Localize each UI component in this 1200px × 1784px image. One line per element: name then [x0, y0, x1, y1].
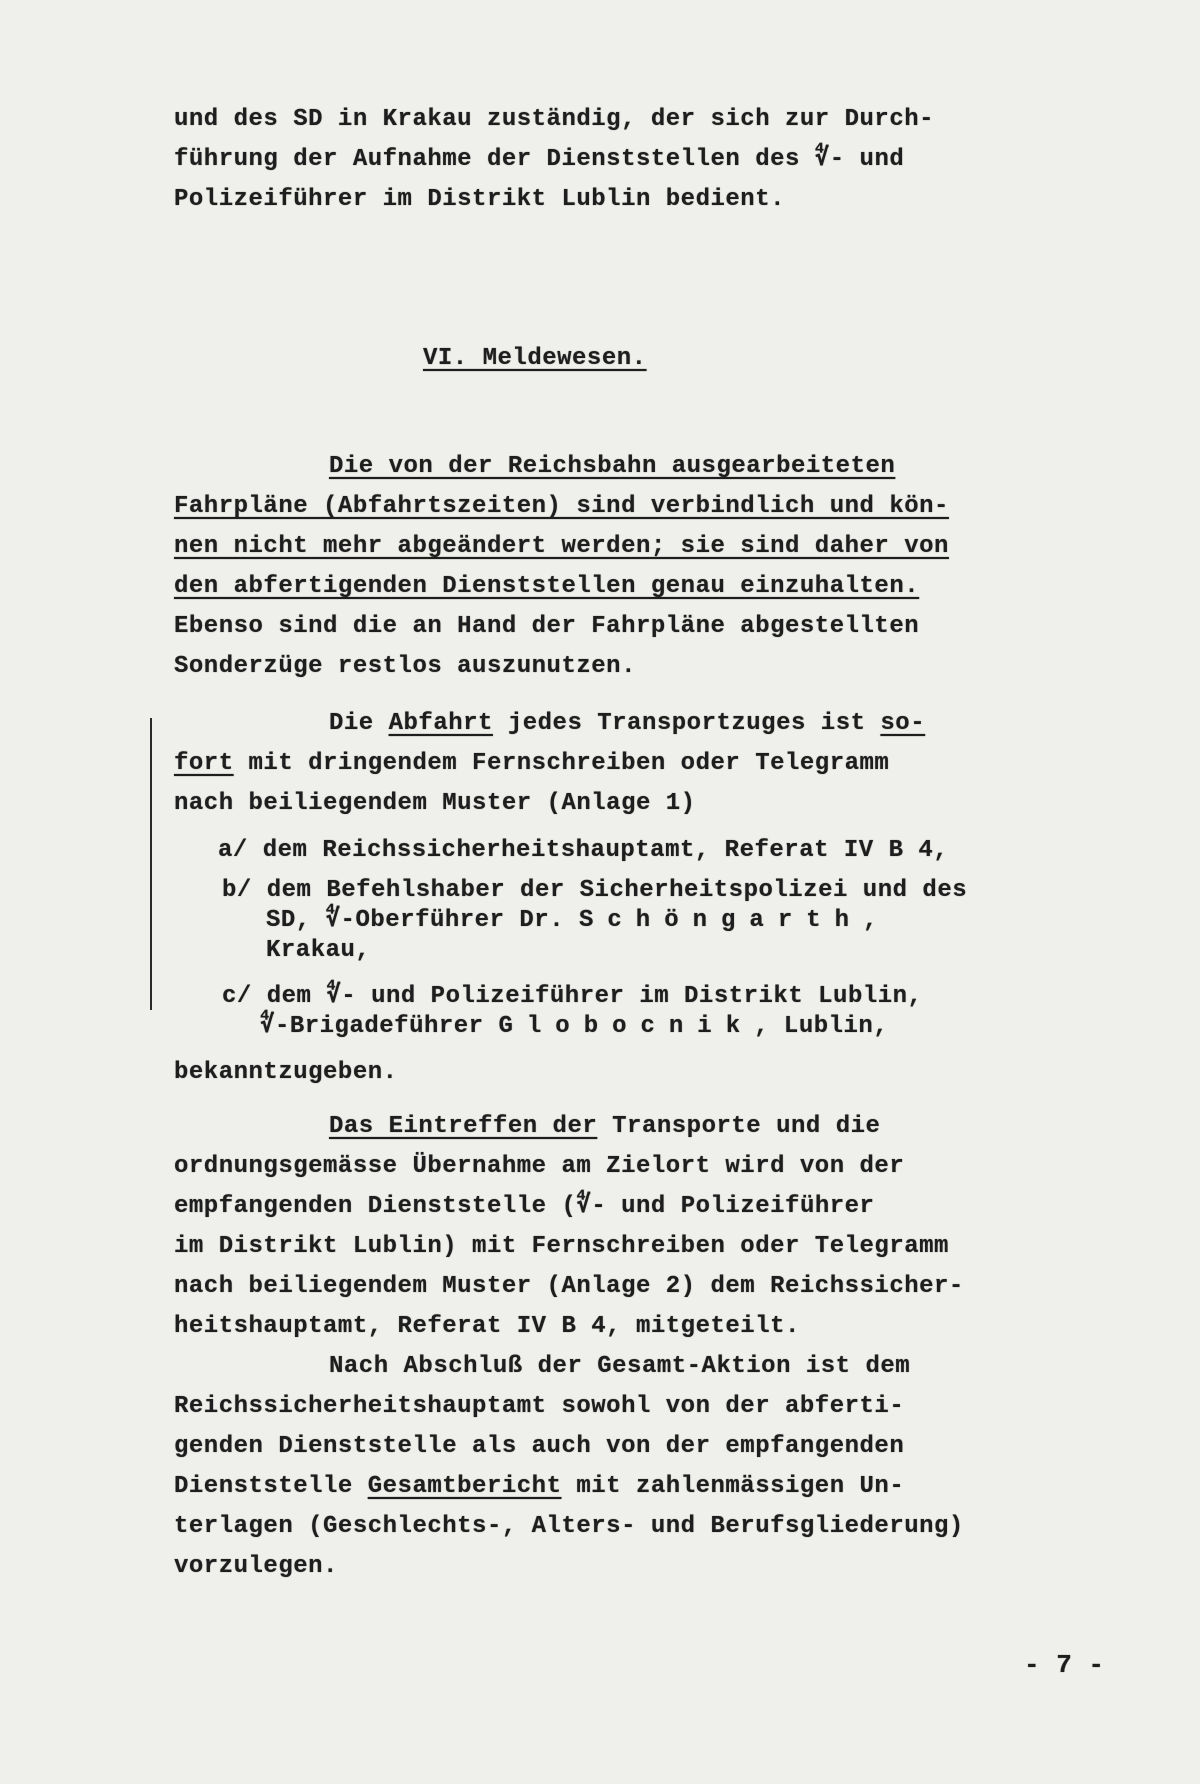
- list-item-b: b/ dem Befehlshaber der Sicherheitspolizei und des: [222, 877, 968, 904]
- spaced-name: Globocnik: [498, 1013, 755, 1040]
- section-heading: VI. Meldewesen.: [423, 345, 647, 372]
- text-run: mit zahlenmässigen Un-: [561, 1473, 905, 1500]
- text-run: Transporte und die: [597, 1113, 881, 1140]
- page-number: - 7 -: [1024, 1650, 1105, 1680]
- body-line: vorzulegen.: [174, 1553, 338, 1580]
- body-line: nach beiliegendem Muster (Anlage 2) dem Reichssicher-: [174, 1273, 964, 1300]
- body-line: Fahrpläne (Abfahrtszeiten) sind verbindlich und kön-: [174, 493, 949, 520]
- body-line: ordnungsgemässe Übernahme am Zielort wird von der: [174, 1153, 905, 1180]
- text-run: jedes Transportzuges ist: [492, 710, 881, 737]
- body-line: nen nicht mehr abgeändert werden; sie sind daher von: [174, 533, 949, 560]
- body-line: den abfertigenden Dienststellen genau einzuhalten.: [174, 573, 920, 600]
- list-item-c-line: [260, 1010, 888, 1044]
- body-line: Ebenso sind die an Hand der Fahrpläne abgestellten: [174, 613, 920, 640]
- text-run: ,: [863, 907, 878, 934]
- underlined-word: so-: [880, 710, 926, 737]
- body-line: empfangenden Dienststelle (∜- und Polizeiführer: [174, 1193, 875, 1220]
- underlined-word: fort: [174, 750, 234, 777]
- body-line: [174, 1470, 904, 1504]
- body-line: Polizeiführer im Distrikt Lublin bedient.: [174, 186, 785, 213]
- body-line: Reichssicherheitshauptamt sowohl von der abferti-: [174, 1393, 905, 1420]
- body-line: nach beiliegendem Muster (Anlage 1): [174, 790, 696, 817]
- body-line: [329, 1110, 880, 1144]
- body-line: und des SD in Krakau zuständig, der sich zur Durch-: [174, 106, 935, 133]
- body-line: genden Dienststelle als auch von der empfangenden: [174, 1433, 905, 1460]
- list-item-a: a/ dem Reichssicherheitshauptamt, Referat IV B 4,: [218, 837, 949, 864]
- body-line: Nach Abschluß der Gesamt-Aktion ist dem: [329, 1353, 911, 1380]
- underlined-word: Gesamtbericht: [367, 1473, 562, 1500]
- body-line: heitshauptamt, Referat IV B 4, mitgeteilt.: [174, 1313, 800, 1340]
- margin-vertical-line: [150, 718, 152, 1010]
- text-run: Dienststelle: [174, 1473, 368, 1500]
- underlined-word: Abfahrt: [388, 710, 493, 737]
- body-line: bekanntzugeben.: [174, 1059, 398, 1086]
- text-run: mit dringendem Fernschreiben oder Telegramm: [233, 750, 890, 777]
- body-line: im Distrikt Lublin) mit Fernschreiben oder Telegramm: [174, 1233, 949, 1260]
- body-line: [329, 707, 925, 741]
- body-line: [174, 747, 889, 781]
- list-item-b-line: [266, 904, 878, 938]
- body-line: Die von der Reichsbahn ausgearbeiteten: [329, 453, 896, 480]
- list-item-b-line: Krakau,: [266, 937, 371, 964]
- text-run: Die: [329, 710, 389, 737]
- list-item-c: c/ dem ∜- und Polizeiführer im Distrikt Lublin,: [222, 983, 923, 1010]
- body-line: terlagen (Geschlechts-, Alters- und Berufsgliederung): [174, 1513, 964, 1540]
- body-line: führung der Aufnahme der Dienststellen des ∜- und: [174, 146, 905, 173]
- text-run: SD, ∜-Oberführer Dr.: [266, 907, 579, 934]
- spaced-name: Schöngarth: [579, 907, 864, 934]
- text-run: ∜-Brigadeführer: [260, 1013, 499, 1040]
- text-run: , Lublin,: [754, 1013, 889, 1040]
- body-line: Sonderzüge restlos auszunutzen.: [174, 653, 636, 680]
- underlined-phrase: Das Eintreffen der: [329, 1113, 598, 1140]
